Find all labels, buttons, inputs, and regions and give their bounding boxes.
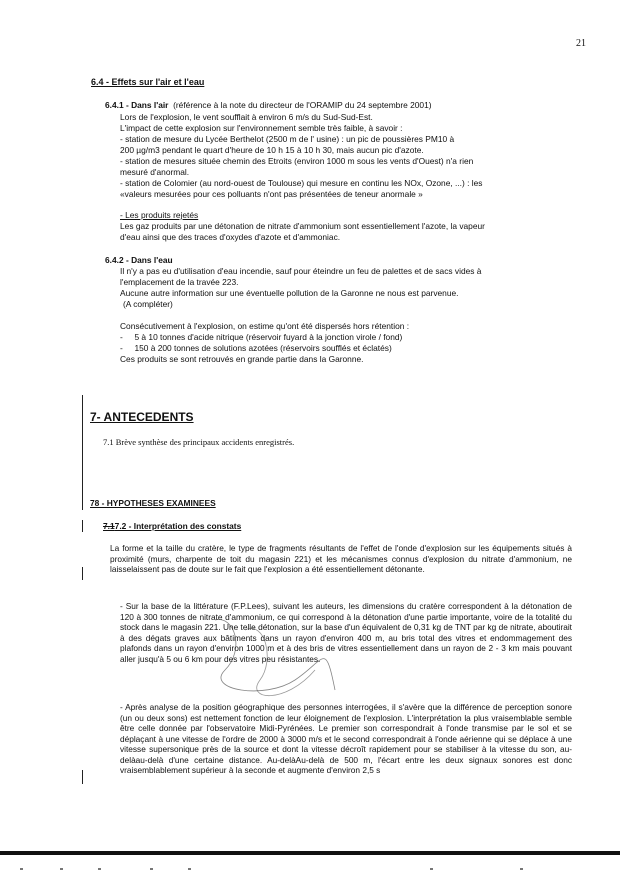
scan-bottom-rule bbox=[0, 851, 620, 855]
air-line: - station de mesures située chemin des Etroits (environ 1000 m sous les vents d'Ouest) n'a rien bbox=[120, 156, 474, 166]
revision-bar bbox=[82, 395, 83, 510]
revision-bar bbox=[82, 770, 83, 784]
dispersed-item: - 150 à 200 tonnes de solutions azotées (réservoirs soufflés et éclatés) bbox=[120, 343, 392, 353]
revision-bar bbox=[82, 520, 83, 532]
consec-line: Consécutivement à l'explosion, on estime qu'ont été dispersés hors rétention : bbox=[120, 321, 410, 331]
eau-line: Il n'y a pas eu d'utilisation d'eau incendie, sauf pour éteindre un feu de palettes et de sacs vides à bbox=[120, 266, 482, 276]
section-7-heading: 7- ANTECEDENTS bbox=[90, 410, 194, 424]
eau-line: l'emplacement de la travée 223. bbox=[120, 277, 239, 287]
section-8-heading: 78 - HYPOTHESES EXAMINEES bbox=[90, 498, 216, 508]
conclusion-line: Ces produits se sont retrouvés en grande partie dans la Garonne. bbox=[120, 354, 364, 364]
section-8-sub-heading bbox=[103, 521, 241, 532]
intro-paragraph: La forme et la taille du cratère, le type de fragments résultants de l'effet de l'onde d'explosion sur les équipements situés à proximité (murs, charpente de toit du magasin 221) et les mécanismes connus d'explosion du nitrate d'ammonium, ne laisselaissent pas de doute sur le fait que l'explosion a été essentiellement détonante. bbox=[110, 543, 572, 574]
dispersed-item: - 5 à 10 tonnes d'acide nitrique (réservoir fuyard à la jonction virole / fond) bbox=[120, 332, 403, 342]
rejets-title: - Les produits rejetés bbox=[120, 210, 199, 220]
air-line: 200 µg/m3 pendant le quart d'heure de 10 h 15 à 10 h 30, mais aucun pic d'azote. bbox=[120, 145, 424, 155]
air-line: - station de mesure du Lycée Berthelot (2500 m de l' usine) : un pic de poussières PM10 à bbox=[120, 134, 455, 144]
scan-noise bbox=[0, 868, 620, 874]
revision-bar bbox=[82, 567, 83, 580]
air-line: L'impact de cette explosion sur l'environnement semble très faible, à savoir : bbox=[120, 123, 403, 133]
page-number: 21 bbox=[576, 38, 586, 49]
rejets-line: Les gaz produits par une détonation de nitrate d'ammonium sont essentiellement l'azote, la vapeur bbox=[120, 221, 485, 231]
air-reference: (référence à la note du directeur de l'ORAMIP du 24 septembre 2001) bbox=[173, 100, 432, 110]
bullet-paragraph-1: - Sur la base de la littérature (F.P.Lees), suivant les auteurs, les dimensions du cratère correspondent à la détonation de 120 à 300 tonnes de nitrate d'ammonium, ce qui correspond à la détonation d'une partie importante, voire de la totalité du stock dans le magasin 221. Une telle détonation, sur la base d'un équivalent de 0,31 kg de TNT par kg de nitrate, aboutirait à des dégats graves aux bâtiments dans un rayon d'environ 400 m, au bris total des vitres et endommagement des plafonds dans un rayon d'environ 1000 m et à des bris de vitres essentiellement dans un rayon de 2 - 3 km mais pouvant aller jusqu'à 5 ou 6 km pour des vitres peu résistantes. bbox=[120, 601, 572, 664]
dispersed-item-text: 150 à 200 tonnes de solutions azotées (réservoirs soufflés et éclatés) bbox=[134, 343, 392, 353]
dispersed-item-text: 5 à 10 tonnes d'acide nitrique (réservoir fuyard à la jonction virole / fond) bbox=[134, 332, 403, 342]
bullet-paragraph-2: - Après analyse de la position géographique des personnes interrogées, il s'avère que la différence de perception sonore (un ou deux sons) est nettement fonction de leur éloignement de l'explosion. L'interprétation la plus vraisemblable semble être celle donnée par l'observatoire Midi-Pyrénées. Le premier son correspondrait à l'onde transmise par le sol et se déplaçant à une vitesse de l'ordre de 2000 à 3000 m/s et le second correspondrait à l'onde aérienne qui se déplace à une vitesse supersonique près de la source et dont la vitesse décroît rapidement pour se stabiliser à la vitesse du son, au-delàau-delà d'une certaine distance. Au-delàAu-delà de 500 m, l'écart entre les deux signaux sonores est donc vraisemblablement supérieur à la seconde et augmente d'environ 2,5 s bbox=[120, 702, 572, 775]
air-heading-line bbox=[105, 100, 432, 111]
eau-line: (A compléter) bbox=[123, 299, 173, 309]
handwritten-scribble bbox=[205, 610, 345, 710]
air-line: mesuré d'anormal. bbox=[120, 167, 190, 177]
eau-line: Aucune autre information sur une éventuelle pollution de la Garonne ne nous est parvenue. bbox=[120, 288, 459, 298]
section-7-1-line: 7.1 Brève synthèse des principaux accidents enregistrés. bbox=[103, 437, 295, 447]
section-6-4-heading: 6.4 - Effets sur l'air et l'eau bbox=[91, 77, 205, 87]
sub-heading-deleted: 7.1 bbox=[103, 521, 115, 531]
air-line: «valeurs mesurées pour ces polluants n'ont pas présentées de teneur anormale » bbox=[120, 189, 423, 199]
sub-heading-text: 7.2 - Interprétation des constats bbox=[114, 521, 242, 531]
air-line: - station de Colomier (au nord-ouest de Toulouse) qui mesure en continu les NOx, Ozone, ...) : les bbox=[120, 178, 483, 188]
air-line: Lors de l'explosion, le vent soufflait à environ 6 m/s du Sud-Sud-Est. bbox=[120, 112, 373, 122]
air-title: 6.4.1 - Dans l'air bbox=[105, 100, 169, 110]
rejets-line: d'eau ainsi que des traces d'oxydes d'azote et d'ammoniac. bbox=[120, 232, 341, 242]
eau-title: 6.4.2 - Dans l'eau bbox=[105, 255, 173, 265]
